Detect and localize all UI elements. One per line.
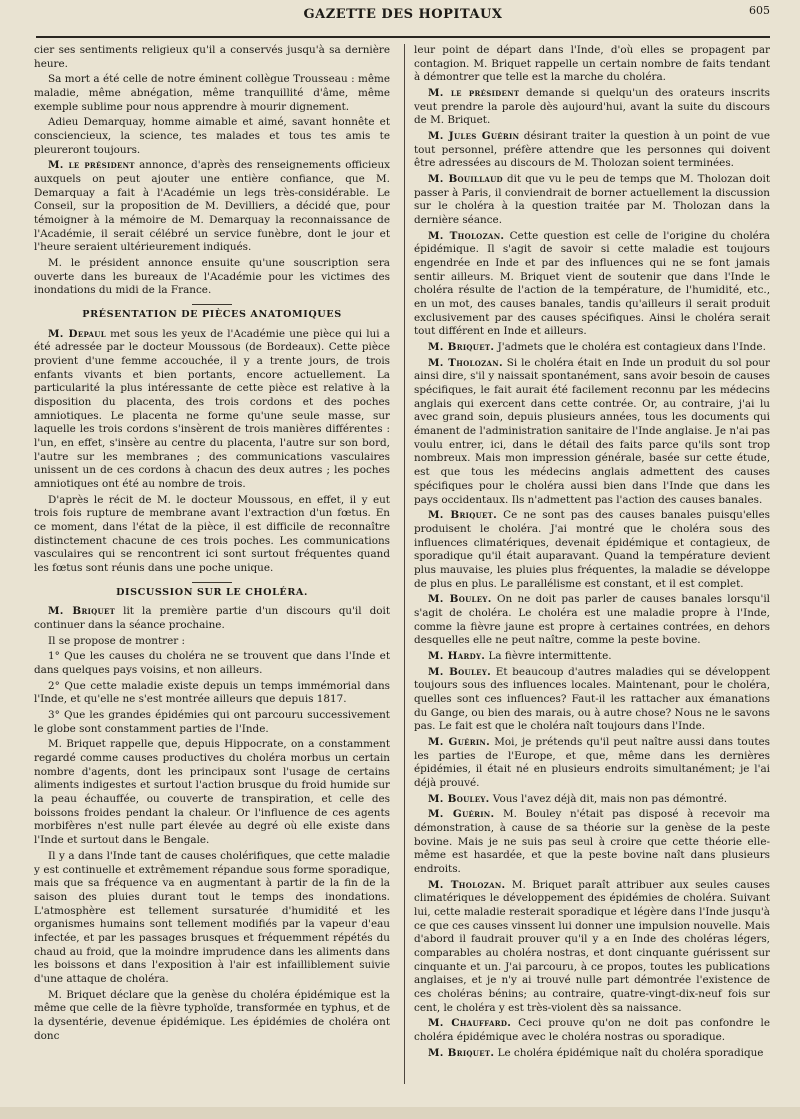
paragraph-text: Cette question est celle de l'origine du choléra épidémique. Il s'agit de savoir si cette maladie est toujours engendrée en Inde et par des influences qui ne se font jamais sentir ailleurs. M. Briquet vient de soutenir que dans l'Inde le choléra résulte de l'action de la température, de l'humidité, etc., en un mot, des causes banales, tandis qu'ailleurs il serait produit exclusivement par des causes spécifiques. Ainsi le choléra serait tout différent en Inde et ailleurs.	[414, 229, 770, 338]
paragraph	[34, 328, 390, 492]
paragraph-text: Si le choléra était en Inde un produit du sol pour ainsi dire, s'il y naissait spontanément, sans avoir besoin de causes spécifiques, le fait aurait été facilement reconnu par les médecins anglais qui exercent dans cette contrée. Or, au contraire, j'ai lu avec grand soin, depuis plusieurs années, tous les documents qui émanent de l'administration sanitaire de l'Inde anglaise. Je n'ai pas voulu entrer, ici, dans le détail des faits parce qu'ils sont trop nombreux. Mais mon impression générale, basée sur cette étude, est que tous les médecins anglais admettent des causes spécifiques pour le choléra aussi bien dans l'Inde que dans les pays occidentaux. Ils n'admettent pas l'action des causes banales.	[414, 356, 770, 506]
paragraph-text: J'admets que le choléra est contagieux dans l'Inde.	[494, 341, 766, 354]
paragraph: cier ses sentiments religieux qu'il a conservés jusqu'à sa dernière heure.	[34, 44, 390, 70]
speaker-name: M. Tholozan.	[428, 878, 506, 891]
paragraph	[414, 879, 770, 1016]
paragraph: 2° Que cette maladie existe depuis un temps immémorial dans l'Inde, et qu'elle ne s'est montrée ailleurs que depuis 1817.	[34, 679, 390, 706]
paragraph	[414, 1047, 770, 1061]
paragraph-text: lit la première partie d'un discours qu'il doit continuer dans la séance prochaine.	[34, 605, 390, 632]
speaker-name: M. le président	[48, 159, 135, 172]
paragraph: M. Briquet déclare que la genèse du choléra épidémique est la même que celle de la fièvre typhoïde, transformée en typhus, et de la dysentérie, devenue épidémique. Les épidémies de choléra ont donc	[34, 988, 390, 1042]
paragraph	[34, 159, 390, 255]
paragraph	[414, 130, 770, 171]
speaker-name: M. le président	[428, 87, 520, 100]
speaker-name: M. Guérin.	[428, 735, 491, 748]
page-edge	[0, 1107, 800, 1119]
paragraph: 3° Que les grandes épidémies qui ont parcouru successivement le globe sont constamment parties de l'Inde.	[34, 709, 390, 735]
paragraph-text: M. Bouley n'était pas disposé à recevoir ma démonstration, à cause de sa théorie sur la genèse de la peste bovine. Mais je ne suis pas seul à croire que cette théorie elle-même est hasardée, et que la peste bovine naît dans plusieurs endroits.	[414, 808, 770, 875]
left-column	[34, 44, 390, 1104]
paragraph-text: La fièvre intermittente.	[485, 649, 612, 662]
paragraph-text: met sous les yeux de l'Académie une pièce qui lui a été adressée par le docteur Moussous (de Bordeaux). Cette pièce provient d'une femme accouchée, il y a trente jours, de trois enfants vivants et bien portants, encore actuellement. La particularité la plus intéressante de cette pièce est relative à la disposition du placenta, des trois cordons et des poches amniotiques. Le placenta ne forme qu'une seule masse, sur laquelle les trois cordons s'insèrent de trois manières différentes : l'un, en effet, s'insère au centre du placenta, l'autre sur son bord, l'autre sur les membranes ; des communications vasculaires unissent un de ces cordons à chacun des deux autres ; les poches amniotiques ont été au nombre de trois.	[34, 327, 390, 491]
speaker-name: M. Jules Guérin	[428, 130, 520, 143]
paragraph-text: dit que vu le peu de temps que M. Tholozan doit passer à Paris, il conviendrait de borner actuellement la discussion sur le choléra à la question traitée par M. Tholozan dans la dernière séance.	[414, 173, 770, 227]
paragraph: M. Briquet rappelle que, depuis Hippocrate, on a constamment regardé comme causes productives du choléra morbus un certain nombre d'agents, dont les principaux sont l'usage de certains aliments indigestes et surtout l'action brusque du froid humide sur la peau échauffée, ou couverte de transpiration, et celle des boissons froides pendant la chaleur. Or l'influence de ces agents morbifères n'est nulle part élevée au degré où elle existe dans l'Inde et surtout dans le Bengale.	[34, 738, 390, 847]
paragraph: D'après le récit de M. le docteur Moussous, en effet, il y eut trois fois rupture de membrane avant l'extraction d'un fœtus. En ce moment, dans l'état de la pièce, il est difficile de reconnaître distinctement chacune de ces trois poches. Les communications vasculaires qui se rencontrent ici sont surtout fréquentes quand les fœtus sont réunis dans une poche unique.	[34, 493, 390, 575]
paragraph	[414, 509, 770, 591]
speaker-name: M. Bouillaud	[428, 173, 503, 186]
speaker-name: M. Bouley.	[428, 593, 492, 606]
paragraph	[414, 87, 770, 128]
paragraph	[414, 736, 770, 791]
speaker-name: M. Hardy.	[428, 649, 486, 662]
speaker-name: M. Chauffard.	[428, 1017, 512, 1030]
speaker-name: M. Briquet.	[428, 1046, 495, 1059]
paragraph-text: Et beaucoup d'autres maladies qui se développent toujours sous des influences locales. Maintenant, pour le choléra, quelles sont ces influences? Faut-il les rattacher aux émanations du Gange, ou bien des marais, ou à autre chose? Nous ne le savons pas. Le fait est que le choléra naît toujours dans l'Inde.	[414, 665, 770, 733]
paragraph	[414, 593, 770, 648]
paragraph: Adieu Demarquay, homme aimable et aimé, savant honnête et consciencieux, la science, tes malades et tous tes amis te pleureront toujours.	[34, 116, 390, 156]
paragraph: Il se propose de montrer :	[48, 634, 186, 647]
page-header	[36, 0, 770, 38]
paragraph: leur point de départ dans l'Inde, d'où elles se propagent par contagion. M. Briquet rappelle un certain nombre de faits tendant à démontrer que telle est la marche du choléra.	[414, 44, 770, 84]
speaker-name: M. Briquet.	[428, 509, 498, 522]
speaker-name: M. Briquet.	[428, 341, 495, 354]
paragraph-text: On ne doit pas parler de causes banales lorsqu'il s'agit de choléra. Le choléra est une maladie propre à l'Inde, comme la fièvre jaune est propre à certaines contrées, en dehors desquelles elle ne peut naître, comme la peste bovine.	[414, 593, 770, 647]
paragraph-text: Ce ne sont pas des causes banales puisqu'elles produisent le choléra. J'ai montré que le choléra sous des influences climatériques, devenait épidémique et contagieux, de sporadique qu'il était auparavant. Quand la température devient plus mauvaise, les pluies plus fréquentes, la maladie se développe de plus en plus. Le parallélisme est constant, et il est complet.	[414, 509, 770, 590]
paragraph-text: Vous l'avez déjà dit, mais non pas démontré.	[489, 792, 728, 805]
paragraph-text: demande si quelqu'un des orateurs inscrits veut prendre la parole dès aujourd'hui, avant la suite du discours de M. Briquet.	[414, 87, 770, 127]
paragraph	[414, 230, 770, 339]
journal-title: GAZETTE DES HOPITAUX	[303, 7, 503, 22]
speaker-name: M. Bouley.	[428, 665, 492, 678]
paragraph	[34, 605, 390, 632]
paragraph	[414, 341, 770, 355]
paragraph	[414, 808, 770, 876]
speaker-name: M. Briquet	[48, 605, 116, 618]
paragraph-text: Le choléra épidémique naît du choléra sporadique	[494, 1046, 764, 1059]
speaker-name: M. Tholozan.	[428, 356, 503, 369]
page-number: 605	[749, 4, 770, 17]
paragraph: Il y a dans l'Inde tant de causes cholérifiques, que cette maladie y est continuelle et extrêmement répandue sous forme sporadique, mais que sa fréquence va en augmentant à partir de la fin de la saison des pluies durant tout le temps des inondations. L'atmosphère est tellement sursaturée d'humidité et les organismes humains sont tellement modifiés par la vapeur d'eau infectée, et par les passages brusques et fréquemment répétés du chaud au froid, que la moindre imprudence dans les aliments dans les boissons et dans l'exposition à l'air est infailliblement suivie d'une attaque de choléra.	[34, 849, 390, 985]
paragraph-text: désirant traiter la question à un point de vue tout personnel, préfère attendre que les personnes qui doivent être adressées au discours de M. Tholozan soient terminées.	[414, 130, 770, 170]
section-heading: PRÉSENTATION DE PIÈCES ANATOMIQUES	[34, 304, 390, 322]
paragraph: M. le président annonce ensuite qu'une souscription sera ouverte dans les bureaux de l'Académie pour les victimes des inondations du midi de la France.	[34, 257, 390, 297]
speaker-name: M. Depaul	[48, 327, 106, 340]
column-divider	[404, 44, 405, 1084]
paragraph-text: annonce, d'après des renseignements officieux auxquels on peut ajouter une entière confiance, que M. Demarquay a fait à l'Académie un legs très-considérable. Le Conseil, sur la proposition de M. Devilliers, a décidé que, pour témoigner à la mémoire de M. Demarquay la reconnaissance de l'Académie, il serait célébré un service funèbre, dont le jour et l'heure seraient ultérieurement indiqués.	[34, 159, 390, 254]
paragraph	[414, 1017, 770, 1044]
speaker-name: M. Tholozan.	[428, 229, 505, 242]
paragraph	[414, 173, 770, 228]
speaker-name: M. Bouley.	[428, 792, 490, 805]
paragraph: Sa mort a été celle de notre éminent collègue Trousseau : même maladie, même abnégation, même tranquillité d'âme, même exemple sublime pour nous apprendre à mourir dignement.	[34, 73, 390, 113]
speaker-name: M. Guérin.	[428, 808, 495, 821]
paragraph	[414, 666, 770, 734]
paragraph	[414, 650, 770, 664]
paragraph: 1° Que les causes du choléra ne se trouvent que dans l'Inde et dans quelques pays voisins, et non ailleurs.	[34, 650, 390, 677]
paragraph	[414, 357, 770, 507]
right-column	[414, 44, 770, 1104]
paragraph-text: Moi, je prétends qu'il peut naître aussi dans toutes les parties de l'Europe, et que, même dans les dernières épidémies, il était né en plusieurs endroits simultanément; je l'ai déjà prouvé.	[414, 735, 770, 789]
paragraph-text: M. Briquet paraît attribuer aux seules causes climatériques le développement des épidémies de choléra. Suivant lui, cette maladie resterait sporadique et légère dans l'Inde jusqu'à ce que ces causes vinssent lui donner une impulsion nouvelle. Mais d'abord il faudrait prouver qu'il y a en Inde des choléras légers, comparables au choléra nostras, et dont cinquante guérissent sur cinquante et un. J'ai parcouru, à ce propos, toutes les publications anglaises, et je n'y ai trouvé nulle part démontrée l'existence de ces choléras bénins; au contraire, quatre-vingt-dix-neuf fois sur cent, le choléra y est très-violent dès sa naissance.	[414, 878, 770, 1014]
paragraph	[414, 793, 770, 807]
section-heading: DISCUSSION SUR LE CHOLÉRA.	[34, 582, 390, 600]
paragraph-text: Ceci prouve qu'on ne doit pas confondre le choléra épidémique avec le choléra nostras ou sporadique.	[414, 1017, 770, 1044]
